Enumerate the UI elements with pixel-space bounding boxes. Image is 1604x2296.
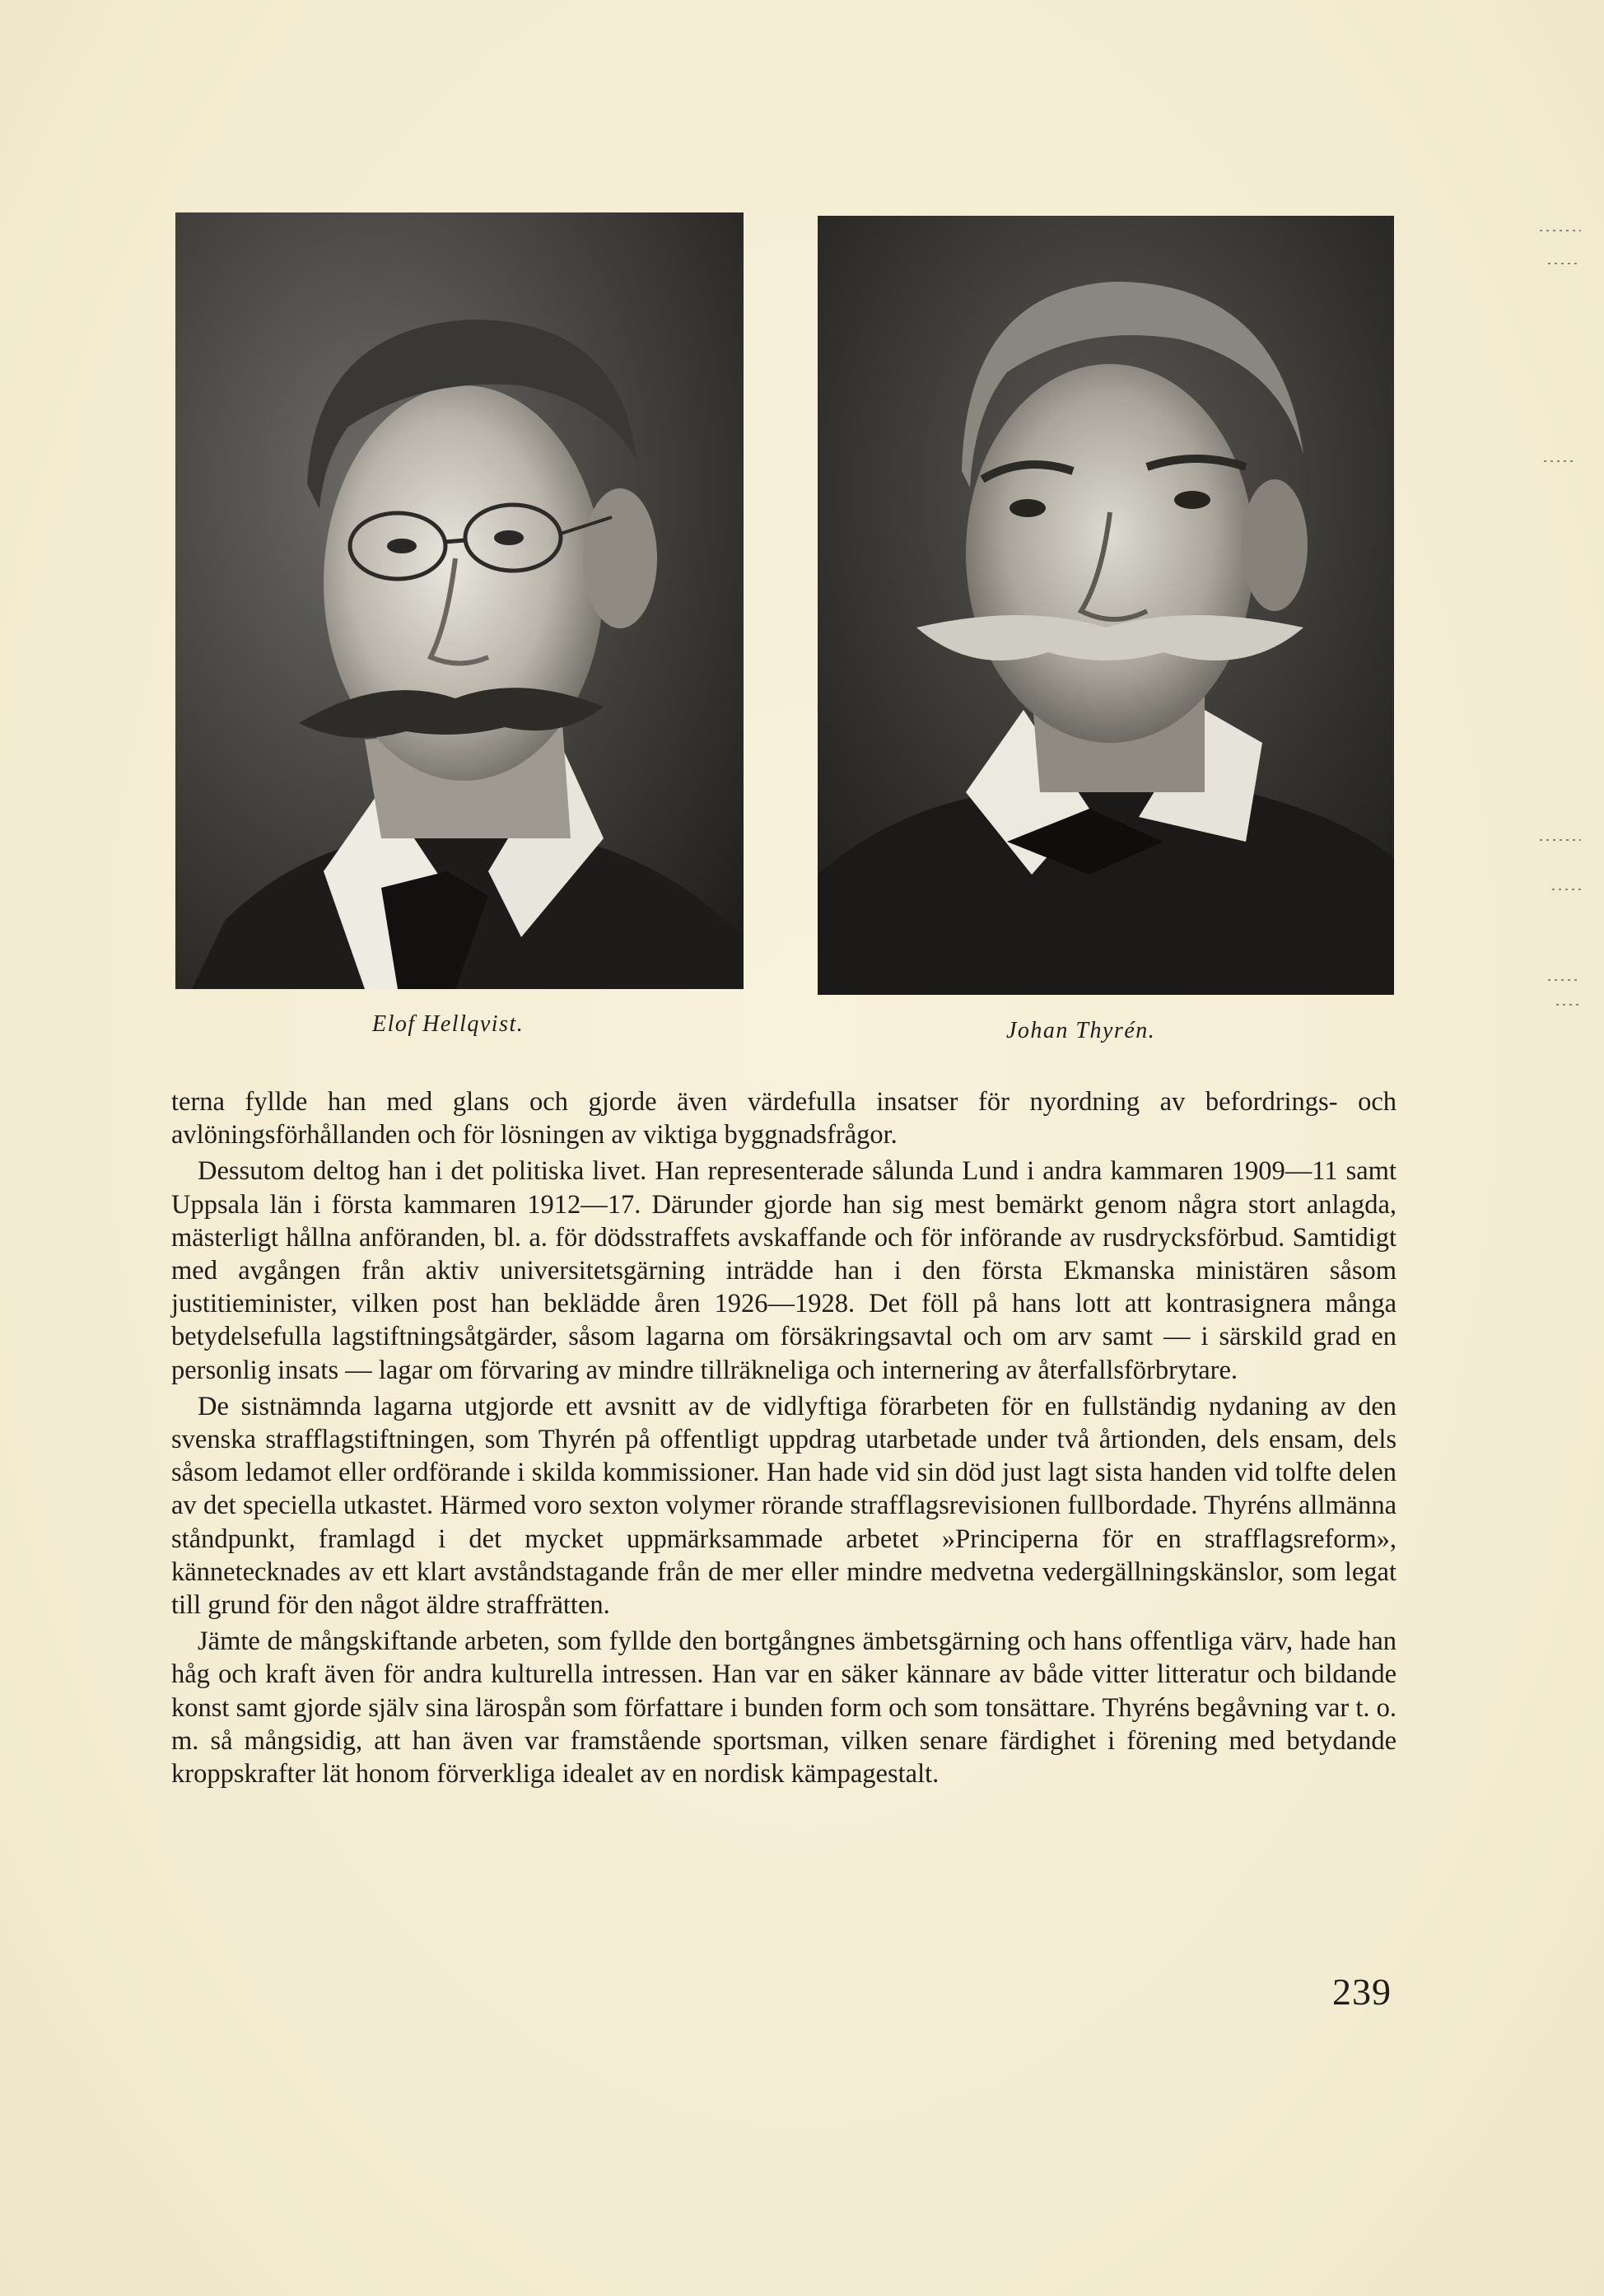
portrait-image xyxy=(175,212,744,989)
paragraph: Dessutom deltog han i det politiska livet. Han representerade sålunda Lund i andra kammaren 1909—11 samt Uppsala län i första kammaren 1912—17. Därunder gjorde han sig mest bemärkt genom några stort anlagda, mästerligt hållna anföranden, bl. a. för dödsstraffets avskaffande och för införande av rusdrycksförbud. Samtidigt med avgången från aktiv universitetsgärning inträdde han i den första Ekmanska ministären såsom justitieminister, vilken post han beklädde åren 1926—1928. Det föll på hans lott att kontrasignera många betydelsefulla lagstiftningsåtgärder, såsom lagarna om försäkringsavtal och om arv samt — i särskild grad en personlig insats — lagar om förvaring av mindre tillräkneliga och internering av återfallsförbrytare. xyxy=(171,1156,1397,1385)
portrait-image xyxy=(818,216,1394,995)
portrait-photo-johan-thyren xyxy=(818,216,1394,995)
paragraph: terna fyllde han med glans och gjorde även värdefulla insatser för nyordning av befordrings- och avlöningsförhållanden och för lösningen av viktiga byggnadsfrågor. xyxy=(171,1087,1397,1150)
paragraph: De sistnämnda lagarna utgjorde ett avsnitt av de vidlyftiga förarbeten för en fullständig nydaning av den svenska strafflagstiftningen, som Thyrén på offentligt uppdrag utarbetade under två årtionden, dels ensam, dels såsom ledamot eller ordförande i skilda kommissioner. Han hade vid sin död just lagt sista handen vid tolfte delen av det speciella utkastet. Härmed voro sexton volymer rörande strafflagsrevisionen fullbordade. Thyréns allmänna ståndpunkt, framlagd i det mycket uppmärksammade arbetet »Principerna för en strafflagsreform», kännetecknades av ett klart avståndstagande från de mer eller mindre medvetna vedergällningskänslor, som legat till grund för den något äldre straffrätten. xyxy=(171,1391,1397,1621)
paragraph: Jämte de mångskiftande arbeten, som fyllde den bortgångnes ämbetsgärning och hans offentliga värv, hade han håg och kraft även för andra kulturella intressen. Han var en säker kännare av både vitter litteratur och bildande konst samt gjorde själv sina lärospån som författare i bunden form och som tonsättare. Thyréns begåvning var t. o. m. så mångsidig, att han även var framstående sportsman, vilken senare färdighet i förening med betydande kroppskrafter lät honom förverkliga idealet av en nordisk kämpagestalt. xyxy=(171,1626,1397,1790)
photo-caption-right: Johan Thyrén. xyxy=(1006,1018,1156,1043)
photo-caption-left: Elof Hellqvist. xyxy=(372,1011,525,1037)
portrait-photo-elof-hellqvist xyxy=(175,212,744,989)
page-number: 239 xyxy=(1332,1971,1392,2013)
margin-scan-marks xyxy=(1532,214,1589,1021)
body-text xyxy=(171,1085,1397,1794)
